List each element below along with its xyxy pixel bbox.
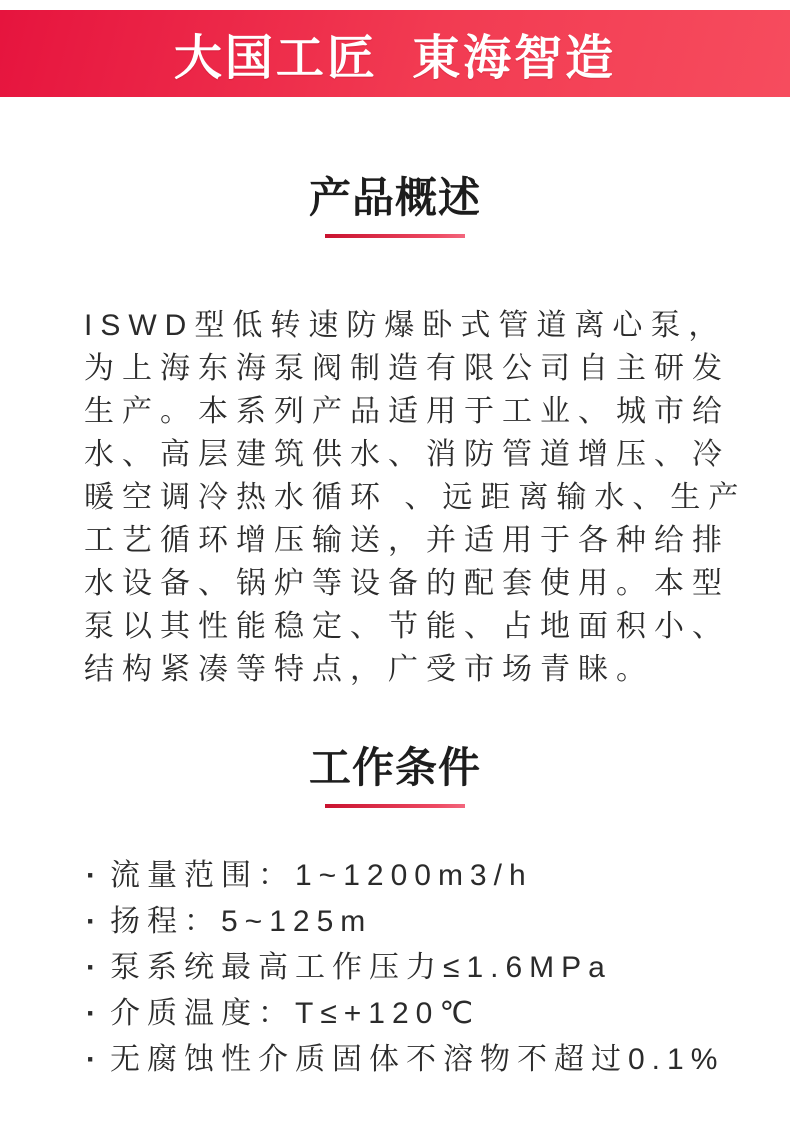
condition-text: 介质温度：T≤+120℃ [110,997,481,1030]
banner-title: 大国工匠 東海智造 [173,32,617,85]
condition-text: 流量范围：1~1200m3/h [110,859,533,892]
overview-title: 产品概述 [308,174,481,221]
paragraph-line: 暖空调冷热水循环 、远距离输水、生产 [84,481,747,514]
condition-item [86,1044,730,1075]
condition-text: 扬程：5~125m [110,905,373,938]
paragraph-line: ISWD型低转速防爆卧式管道离心泵， [84,309,727,342]
conditions-section [0,691,790,1075]
condition-item [86,952,730,983]
bullet-icon: · [86,997,96,1030]
bullet-icon: · [86,951,96,984]
overview-section [0,97,790,691]
condition-text: 泵系统最高工作压力≤1.6MPa [110,951,612,984]
conditions-title: 工作条件 [308,744,481,791]
condition-item [86,860,730,891]
paragraph-line: 水、高层建筑供水、消防管道增压、冷 [84,438,730,471]
bullet-icon: · [86,1043,96,1076]
condition-text: 无腐蚀性介质固体不溶物不超过0.1% [110,1043,725,1076]
overview-paragraph [84,304,747,691]
product-detail-page [0,10,790,1136]
paragraph-line: 结构紧凑等特点，广受市场青睐。 [84,653,654,686]
condition-item [86,906,730,937]
bullet-icon: · [86,905,96,938]
condition-item [86,998,730,1029]
paragraph-line: 生产。本系列产品适用于工业、城市给 [84,395,730,428]
conditions-title-underline [325,804,465,808]
paragraph-line: 工艺循环增压输送，并适用于各种给排 [84,524,730,557]
overview-title-underline [325,234,465,238]
bullet-icon: · [86,859,96,892]
conditions-list [0,860,790,1075]
top-banner [0,10,790,97]
paragraph-line: 泵以其性能稳定、节能、占地面积小、 [84,610,730,643]
paragraph-line: 为上海东海泵阀制造有限公司自主研发 [84,352,730,385]
paragraph-line: 水设备、锅炉等设备的配套使用。本型 [84,567,730,600]
